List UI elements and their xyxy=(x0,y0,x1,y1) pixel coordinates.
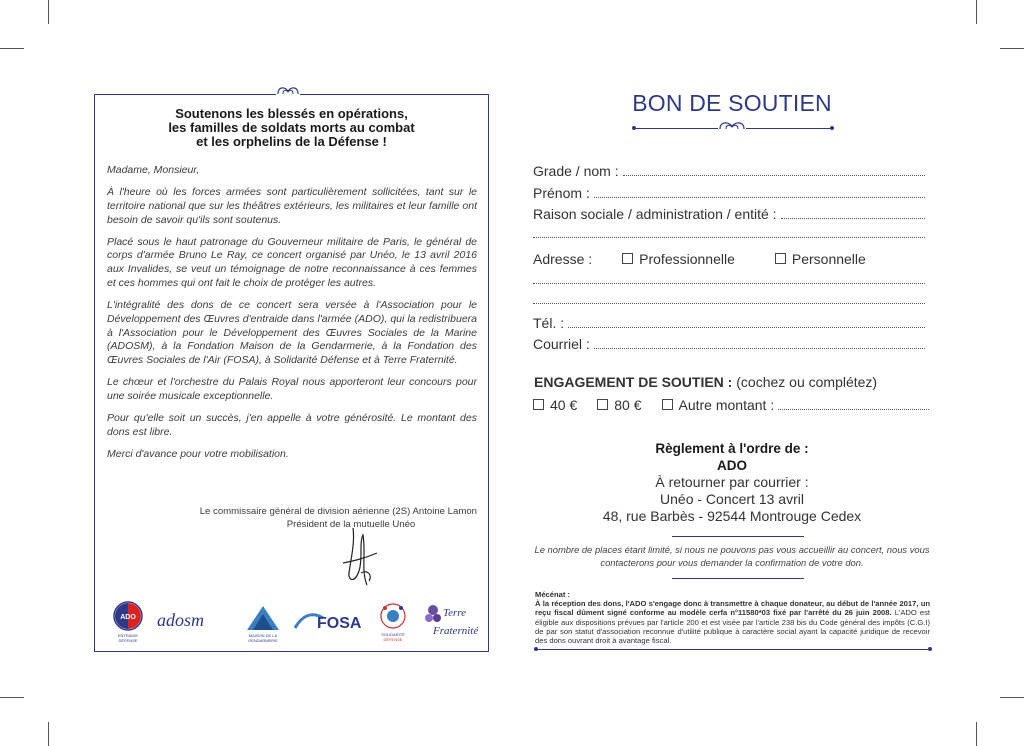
amount-80-checkbox[interactable] xyxy=(597,399,608,410)
amount-other-checkbox[interactable] xyxy=(662,399,673,410)
raison-continuation[interactable] xyxy=(533,228,925,238)
grade-field[interactable] xyxy=(533,163,925,179)
adosm-logo-text: adosm xyxy=(157,610,205,630)
divider-dot xyxy=(830,126,834,130)
professionnelle-checkbox[interactable] xyxy=(622,253,633,264)
mecenat-text: L'ADO est éligible aux dispositions prévues par l'article 200 et est visée par l'article 238 bis du Code général des impôts (C.G.I) de par son statut d'association reconnue d'utilité publique à caractère social ayant la capacité juridique de recevoir des dons ouvrant droit à avantage fiscal. xyxy=(535,608,930,646)
letter-body xyxy=(107,164,477,470)
prenom-label: Prénom : xyxy=(533,185,590,201)
ado-logo-text: ADO xyxy=(120,614,136,621)
professionnelle-label: Professionnelle xyxy=(639,251,735,267)
courriel-field[interactable] xyxy=(533,336,925,352)
courriel-input-line[interactable] xyxy=(594,339,925,349)
letter-title-line: Soutenons les blessés en opérations, xyxy=(175,106,408,121)
recipient-line: Unéo - Concert 13 avril xyxy=(660,491,804,507)
handwritten-signature xyxy=(333,523,393,593)
grade-input-line[interactable] xyxy=(623,166,925,176)
crop-mark xyxy=(0,48,24,49)
solidarite-defense-logo xyxy=(375,600,411,644)
reglement-title: Règlement à l'ordre de : xyxy=(655,441,809,456)
fosa-logo-text: FOSA xyxy=(317,615,362,632)
crop-mark xyxy=(48,0,49,24)
ornament-icon xyxy=(276,83,300,95)
amount-other-label: Autre montant : xyxy=(678,397,775,413)
fosa-logo xyxy=(293,604,365,638)
terre-logo-text: Fraternité xyxy=(433,625,479,637)
adresse-line[interactable] xyxy=(533,274,925,284)
personnelle-checkbox[interactable] xyxy=(775,253,786,264)
letter-panel xyxy=(94,94,489,652)
amount-80-label: 80 € xyxy=(614,397,642,413)
letter-paragraph: À l'heure où les forces armées sont particulièrement sollicitées, tant sur le territoire national que sur les théâtres extérieurs, les militaires et leur famille ont besoin de savoir qu'ils sont soutenus. xyxy=(107,185,477,226)
ado-logo xyxy=(111,600,145,644)
adresse-line[interactable] xyxy=(533,294,925,304)
gendarmerie-logo xyxy=(243,600,283,644)
engagement-title: ENGAGEMENT DE SOUTIEN : xyxy=(534,374,733,390)
raison-field[interactable] xyxy=(533,206,925,222)
tel-label: Tél. : xyxy=(533,315,565,331)
signatory-role: Président de la mutuelle Unéo xyxy=(286,519,416,530)
signatory-block xyxy=(155,505,477,531)
ornament-icon xyxy=(718,118,746,130)
amount-options xyxy=(533,397,929,413)
partner-logos xyxy=(111,600,479,644)
address-line: 48, rue Barbès - 92544 Montrouge Cedex xyxy=(602,508,862,524)
letter-paragraph: Placé sous le haut patronage du Gouverneur militaire de Paris, le général de corps d'armée Bruno Le Ray, ce concert organisé par Unéo, le 13 avril 2016 aux Invalides, se veut un témoignage de notre reconnaissance à ces femmes et ces hommes qui ont fait le choix de protéger les autres. xyxy=(107,235,477,289)
letter-paragraph: Le chœur et l'orchestre du Palais Royal nous apporteront leur concours pour une soirée musicale exceptionnelle. xyxy=(107,376,477,402)
crop-mark xyxy=(976,0,977,24)
raison-input-line[interactable] xyxy=(781,209,925,219)
gendarmerie-sub: MAISON DE LA xyxy=(248,633,278,638)
note-divider xyxy=(672,536,804,537)
places-note: Le nombre de places étant limité, si nous ne pouvons pas vous accueillir au concert, nous vous contacterons pour vous demander la confirmation de votre don. xyxy=(534,544,930,568)
engagement-hint: (cochez ou complétez) xyxy=(736,374,878,390)
form-title: BON DE SOUTIEN xyxy=(632,90,832,116)
amount-40-label: 40 € xyxy=(550,397,578,413)
terre-logo-text: Terre xyxy=(443,607,467,619)
crop-mark xyxy=(0,697,24,698)
mecenat-title: Mécénat : xyxy=(535,590,571,599)
mecenat-bold-text: À la réception des dons, l'ADO s'engage donc à transmettre à chaque donateur, au début de l'année 2017, un reçu fiscal dûment signé conforme au modèle cerfa n°11580*03 fixé par l'arrêté du 26 juin 2008. xyxy=(535,599,930,618)
mecenat-block xyxy=(535,590,930,645)
adresse-field xyxy=(533,251,933,267)
prenom-input-line[interactable] xyxy=(594,188,925,198)
grade-label: Grade / nom : xyxy=(533,163,619,179)
reglement-name: ADO xyxy=(717,458,747,473)
amount-40-checkbox[interactable] xyxy=(533,399,544,410)
amount-other-input-line[interactable] xyxy=(778,400,929,410)
solidarite-sub: DÉFENSE xyxy=(383,637,403,642)
prenom-field[interactable] xyxy=(533,185,925,201)
note-divider xyxy=(672,578,804,579)
terre-fraternite-logo xyxy=(423,600,479,644)
crop-mark xyxy=(976,722,977,746)
letter-closing: Merci d'avance pour votre mobilisation. xyxy=(107,447,289,460)
tel-field[interactable] xyxy=(533,315,925,331)
divider-dot xyxy=(928,647,932,651)
letter-paragraph: L'intégralité des dons de ce concert sera versée à l'Association pour le Développement des Œuvres d'entraide dans l'armée (ADO), qui la redistribuera à l'Association pour le Développement des Œuvres Sociales de la Marine (ADOSM), à la Fondation Maison de la Gendarmerie, à la Fondation des Œuvres Sociales de l'Air (FOSA), à Solidarité Défense et à Terre Fraternité. xyxy=(107,298,477,367)
signatory-title: Le commissaire général de division aérienne (2S) Antoine Lamon xyxy=(199,506,477,517)
crop-mark xyxy=(48,722,49,746)
letter-salutation: Madame, Monsieur, xyxy=(107,164,200,176)
return-line: À retourner par courrier : xyxy=(655,474,809,490)
personnelle-label: Personnelle xyxy=(791,251,866,267)
adresse-label: Adresse : xyxy=(533,251,593,267)
gendarmerie-sub: GENDARMERIE xyxy=(248,638,278,643)
courriel-label: Courriel : xyxy=(533,336,590,352)
adosm-logo xyxy=(155,606,239,636)
tel-input-line[interactable] xyxy=(568,318,925,328)
letter-title xyxy=(95,107,488,149)
raison-label: Raison sociale / administration / entité : xyxy=(533,206,777,222)
ado-logo-sub: DÉFENSE xyxy=(118,638,138,643)
crop-mark xyxy=(1000,697,1024,698)
raison-input-line[interactable] xyxy=(533,228,925,238)
solidarite-sub: SOLIDARITÉ xyxy=(381,632,405,637)
engagement-heading xyxy=(534,374,877,390)
adresse-input-line[interactable] xyxy=(533,294,925,304)
crop-mark xyxy=(1000,48,1024,49)
letter-title-line: les familles de soldats morts au combat xyxy=(168,120,415,135)
bottom-divider xyxy=(536,649,930,650)
ado-logo-sub: ENTRAIDE xyxy=(117,633,139,638)
letter-title-line: et les orphelins de la Défense ! xyxy=(196,134,387,149)
adresse-input-line[interactable] xyxy=(533,274,925,284)
letter-paragraph: Pour qu'elle soit un succès, j'en appelle à votre générosité. Le montant des dons est libre. xyxy=(107,411,477,438)
